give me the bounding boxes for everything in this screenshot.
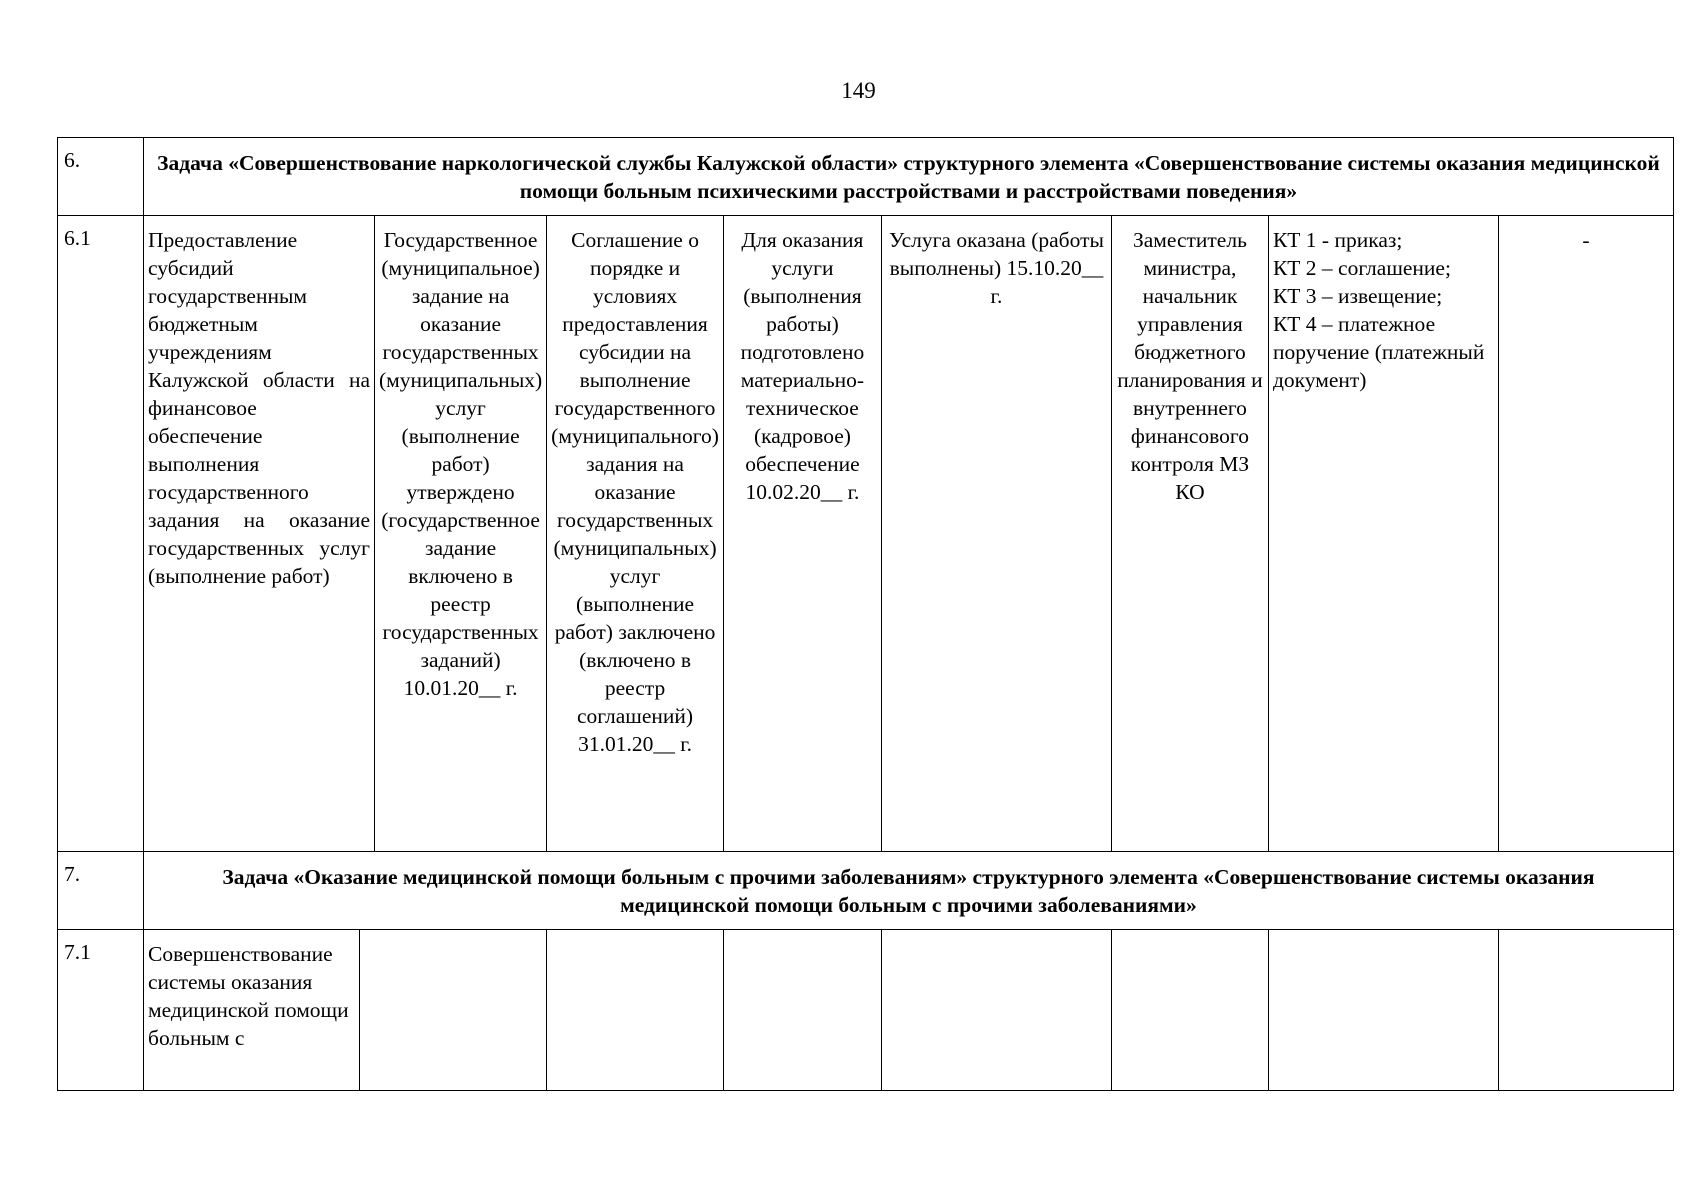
task-title: Задача «Совершенствование наркологической службы Калужской области» структурного элемента «Совершенствование системы оказания медицинской помощи больным психическими расстройствами и расстройствами поведения» <box>144 138 1674 216</box>
event-name-cell: Совершенствование системы оказания медицинской помощи больным с <box>144 930 360 1091</box>
responsible-person-cell: Заместитель министра, начальник управления бюджетного планирования и внутреннего финансового контроля МЗ КО <box>1111 216 1268 852</box>
empty-cell <box>881 930 1111 1091</box>
control-point-4-cell: Услуга оказана (работы выполнены) 15.10.20__ г. <box>881 216 1111 852</box>
control-point-1-cell: Государственное (муниципальное) задание на оказание государственных (муниципальных) услуг (выполнение работ) утверждено (государственное задание включено в реестр государственных заданий) 10.01.20__ г. <box>375 216 547 852</box>
control-point-2-cell: Соглашение о порядке и условиях предоставления субсидии на выполнение государственного (муниципального) задания на оказание государственных (муниципальных) услуг (выполнение работ) заключено (включено в реестр соглашений) 31.01.20__ г. <box>547 216 724 852</box>
control-point-3-cell: Для оказания услуги (выполнения работы) подготовлено материально-техническое (кадровое) обеспечение 10.02.20__ г. <box>723 216 881 852</box>
table-row-item-7-1 <box>58 930 1674 1091</box>
table-row-task-6 <box>58 138 1674 216</box>
row-number: 7. <box>58 852 144 930</box>
table-row-item-6-1 <box>58 216 1674 852</box>
empty-cell <box>1111 930 1268 1091</box>
empty-cell <box>360 930 547 1091</box>
empty-cell <box>723 930 881 1091</box>
empty-cell <box>1498 930 1673 1091</box>
plan-table <box>57 137 1674 1091</box>
note-cell: - <box>1498 216 1673 852</box>
task-title: Задача «Оказание медицинской помощи больным с прочими заболеваниям» структурного элемента «Совершенствование системы оказания медицинской помощи больным с прочими заболеваниями» <box>144 852 1674 930</box>
empty-cell <box>547 930 724 1091</box>
page-number: 149 <box>841 78 876 103</box>
row-number: 7.1 <box>58 930 144 1091</box>
table-row-task-7 <box>58 852 1674 930</box>
empty-cell <box>1268 930 1498 1091</box>
row-number: 6. <box>58 138 144 216</box>
documents-cell: КТ 1 - приказ; КТ 2 – соглашение; КТ 3 – извещение; КТ 4 – платежное поручение (платежный документ) <box>1268 216 1498 852</box>
row-number: 6.1 <box>58 216 144 852</box>
event-name-cell: Предоставление субсидий государственным бюджетным учреждениям Калужской области на финансовое обеспечение выполнения государственного задания на оказание государственных услуг (выполнение работ) <box>144 216 375 852</box>
